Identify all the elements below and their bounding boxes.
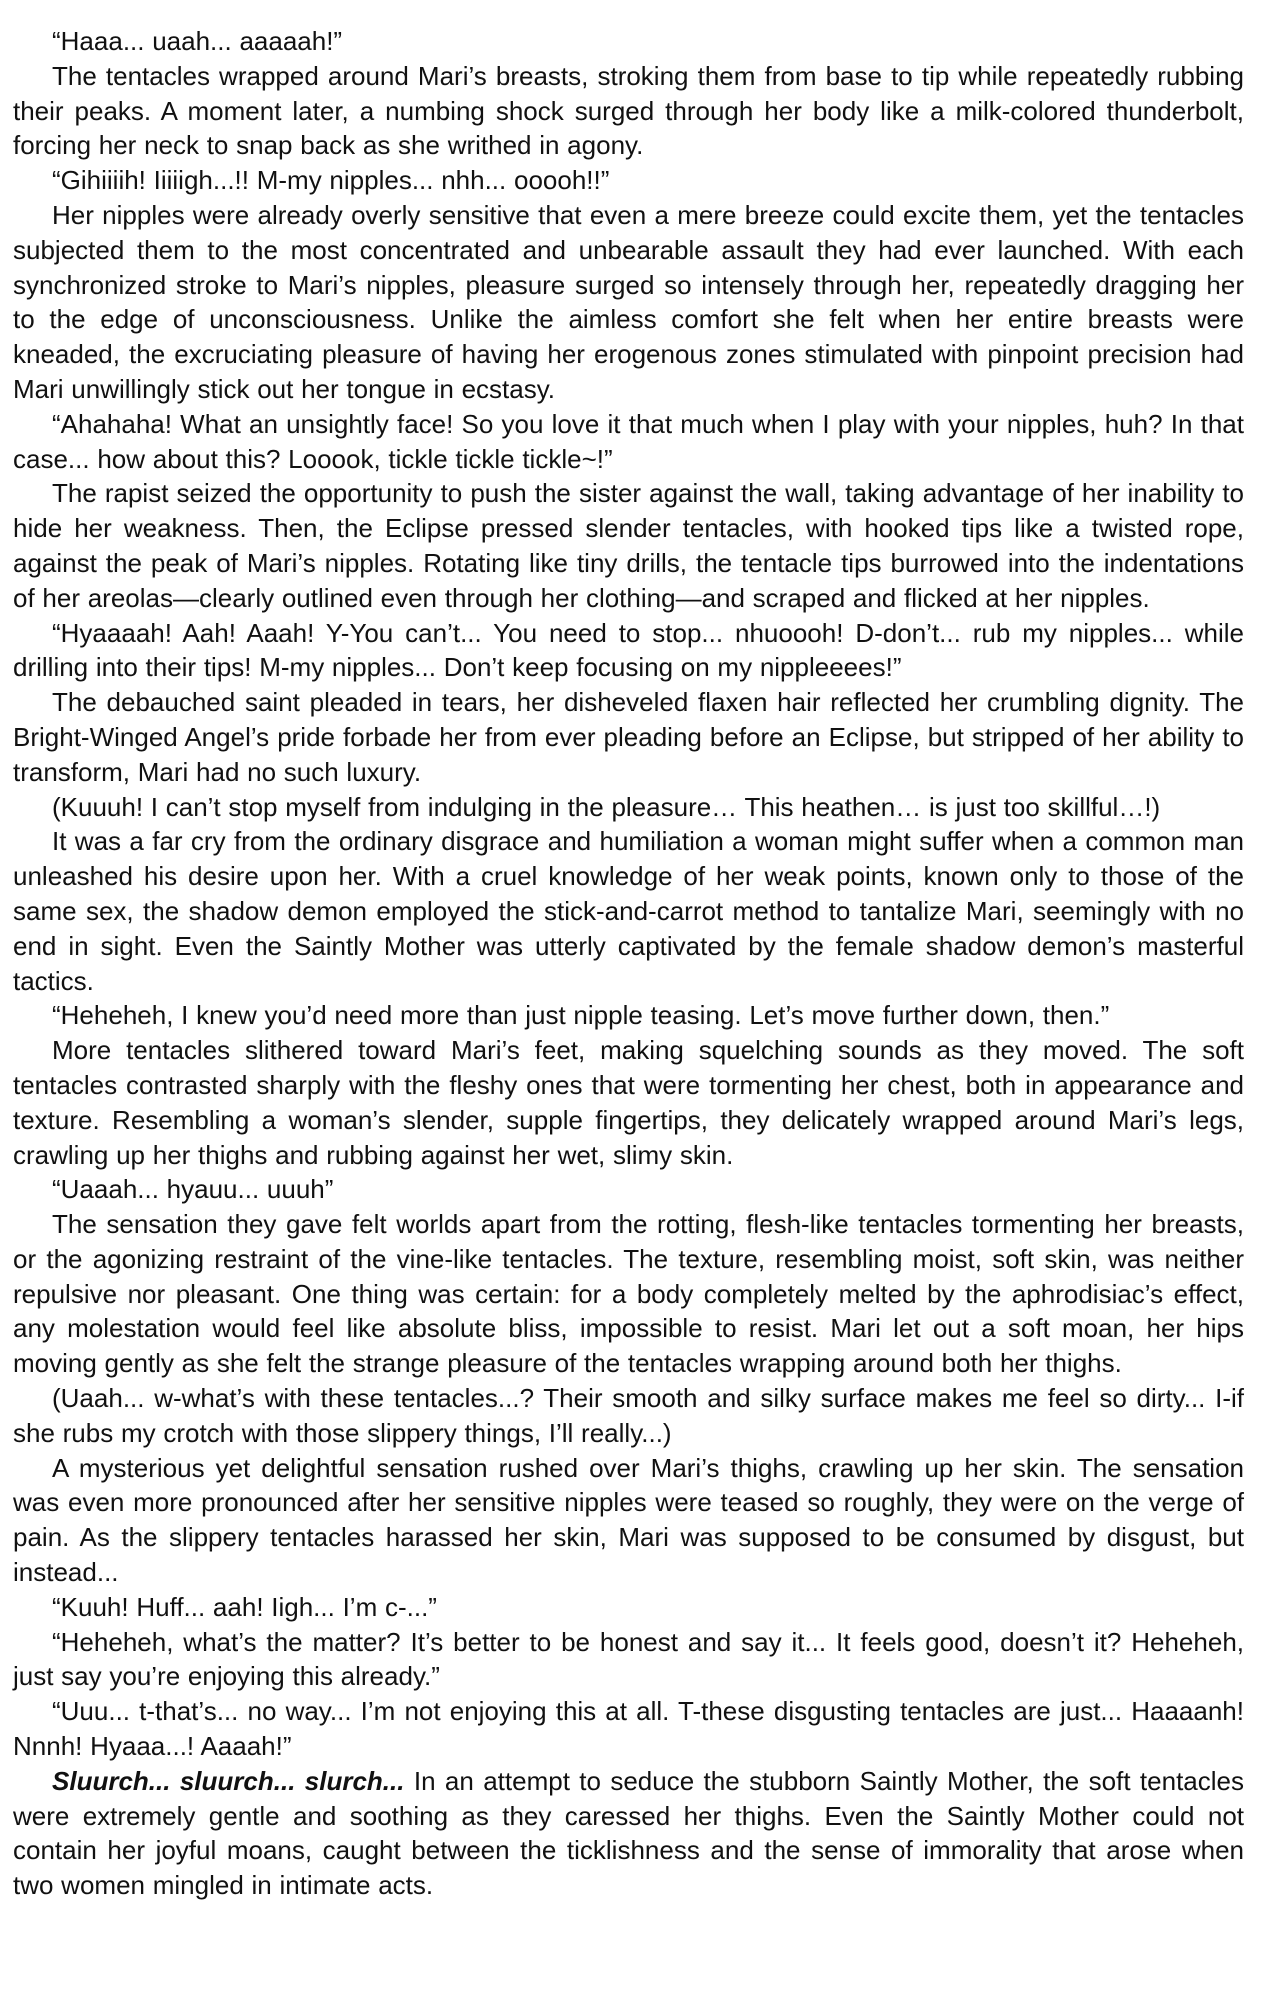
paragraph: The debauched saint pleaded in tears, her disheveled flaxen hair reflected her crumbling dignity. The Bright-Winged Angel’s pride forbade her from ever pleading before an Eclipse, but stripped of her ability to transform, Mari had no such luxury. — [13, 687, 1244, 787]
paragraph: The sensation they gave felt worlds apart from the rotting, flesh-like tentacles tormenting her breasts, or the agonizing restraint of the vine-like tentacles. The texture, resembling moist, soft skin, was neither repulsive nor pleasant. One thing was certain: for a body completely melted by the aphrodisiac’s effect, any molestation would feel like absolute bliss, impossible to resist. Mari let out a soft moan, her hips moving gently as she felt the strange pleasure of the tentacles wrapping around both her thighs. — [13, 1209, 1244, 1379]
paragraph — [13, 1764, 1244, 1903]
paragraph: (Kuuuh! I can’t stop myself from indulging in the pleasure… This heathen… is just too skillful…!) — [52, 791, 1161, 822]
paragraph: “Uuu... t-that’s... no way... I’m not enjoying this at all. T-these disgusting tentacles are just... Haaaanh! Nnnh! Hyaaa...! Aaaah!” — [13, 1696, 1244, 1762]
paragraph: “Ahahaha! What an unsightly face! So you love it that much when I play with your nipples, huh? In that case... how about this? Looook, tickle tickle tickle~!” — [13, 408, 1244, 474]
paragraph: More tentacles slithered toward Mari’s feet, making squelching sounds as they moved. The soft tentacles contrasted sharply with the fleshy ones that were tormenting her chest, both in appearance and texture. Resembling a woman’s slender, supple fingertips, they delicately wrapped around Mari’s legs, crawling up her thighs and rubbing against her wet, slimy skin. — [13, 1035, 1244, 1170]
sfx-emphasis: Sluurch... sluurch... slurch... — [52, 1765, 405, 1796]
paragraph: “Hyaaaah! Aah! Aaah! Y-You can’t... You need to stop... nhuoooh! D-don’t... rub my nipples... while drilling into their tips! M-my nipples... Don’t keep focusing on my nippleeees!” — [13, 617, 1244, 683]
paragraph: “Uaaah... hyauu... uuuh” — [52, 1174, 334, 1205]
paragraph: The tentacles wrapped around Mari’s breasts, stroking them from base to tip while repeatedly rubbing their peaks. A moment later, a numbing shock surged through her body like a milk-colored thunderbolt, forcing her neck to snap back as she writhed in agony. — [13, 60, 1244, 161]
paragraph: A mysterious yet delightful sensation rushed over Mari’s thighs, crawling up her skin. The sensation was even more pronounced after her sensitive nipples were teased so roughly, they were on the verge of pain. As the slippery tentacles harassed her skin, Mari was supposed to be consumed by disgust, but instead... — [13, 1452, 1244, 1588]
paragraph: Her nipples were already overly sensitive that even a mere breeze could excite them, yet the tentacles subjected them to the most concentrated and unbearable assault they had ever launched. With each synchronized stroke to Mari’s nipples, pleasure surged so intensely through her, repeatedly dragging her to the edge of unconsciousness. Unlike the aimless comfort she felt when her entire breasts were kneaded, the excruciating pleasure of having her erogenous zones stimulated with pinpoint precision had Mari unwillingly stick out her tongue in ecstasy. — [13, 199, 1244, 404]
paragraph: “Haaa... uaah... aaaaah!” — [52, 26, 343, 56]
paragraph: “Heheheh, I knew you’d need more than just nipple teasing. Let’s move further down, then.” — [52, 1000, 1110, 1031]
paragraph: (Uaah... w-what’s with these tentacles...? Their smooth and silky surface makes me feel so dirty... I-if she rubs my crotch with those slippery things, I’ll really...) — [13, 1383, 1244, 1448]
paragraph: “Heheheh, what’s the matter? It’s better to be honest and say it... It feels good, doesn’t it? Heheheh, just say you’re enjoying this already.” — [13, 1626, 1244, 1692]
paragraph: It was a far cry from the ordinary disgrace and humiliation a woman might suffer when a common man unleashed his desire upon her. With a cruel knowledge of her weak points, known only to those of the same sex, the shadow demon employed the stick-and-carrot method to tantalize Mari, seemingly with no end in sight. Even the Saintly Mother was utterly captivated by the female shadow demon’s masterful tactics. — [13, 826, 1244, 996]
paragraph-text: In an attempt to seduce the stubborn Saintly Mother, the soft tentacles were extremely gentle and soothing as they caressed her thighs. Even the Saintly Mother could not contain her joyful moans, caught between the ticklishness and the sense of immorality that arose when two women mingled in intimate acts. — [13, 1765, 1244, 1901]
paragraph: “Kuuh! Huff... aah! Iigh... I’m c-...” — [52, 1591, 437, 1622]
paragraph: The rapist seized the opportunity to push the sister against the wall, taking advantage of her inability to hide her weakness. Then, the Eclipse pressed slender tentacles, with hooked tips like a twisted rope, against the peak of Mari’s nipples. Rotating like tiny drills, the tentacle tips burrowed into the indentations of her areolas—clearly outlined even through her clothing—and scraped and flicked at her nipples. — [13, 478, 1244, 613]
paragraph: “Gihiiiih! Iiiiigh...!! M-my nipples... nhh... ooooh!!” — [52, 165, 610, 196]
